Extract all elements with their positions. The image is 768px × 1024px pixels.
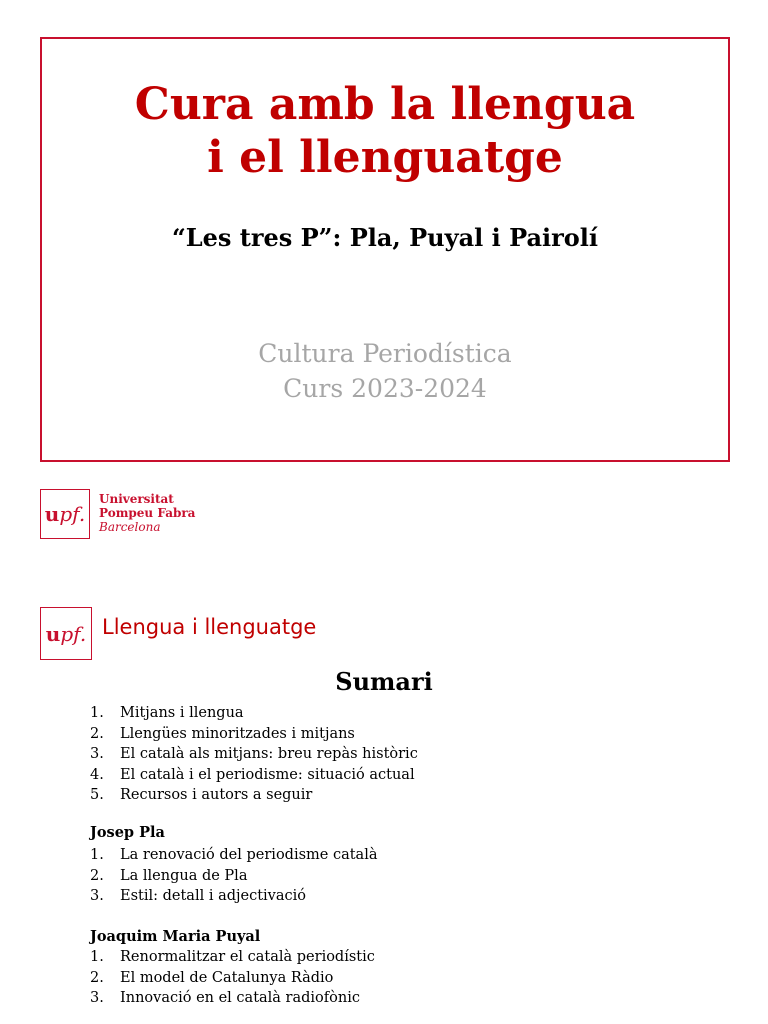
- puyal-list: [88, 947, 375, 1009]
- item-number: 2.: [90, 867, 104, 884]
- item-number: 1.: [90, 847, 104, 863]
- item-number: 3.: [90, 746, 104, 762]
- list-item: [88, 988, 375, 1009]
- item-number: 3.: [90, 888, 104, 904]
- item-number: 1.: [90, 705, 104, 721]
- university-city: Barcelona: [99, 520, 161, 534]
- item-text: Innovació en el català radiofònic: [120, 990, 360, 1006]
- item-text: La llengua de Pla: [120, 867, 248, 884]
- item-number: 2.: [90, 725, 104, 742]
- upf-logo-icon: [40, 489, 90, 539]
- title-slide: [40, 37, 730, 462]
- list-item: [88, 968, 375, 989]
- item-text: El català i el periodisme: situació actual: [120, 766, 415, 783]
- item-text: Mitjans i llengua: [120, 705, 244, 721]
- university-name: [99, 492, 195, 534]
- pla-list: [88, 845, 378, 907]
- summary-list: [88, 703, 418, 806]
- logo-mark-pf-2: pf.: [60, 621, 87, 646]
- pla-heading: Josep Pla: [90, 824, 165, 841]
- title-line-2: i el llenguatge: [207, 131, 563, 183]
- item-text: El model de Catalunya Ràdio: [120, 969, 334, 986]
- item-text: Llengües minoritzades i mitjans: [120, 725, 355, 742]
- logo-mark-u-2: u: [45, 621, 61, 646]
- item-number: 3.: [90, 990, 104, 1006]
- item-text: Renormalitzar el català periodístic: [120, 949, 375, 965]
- course-info: [42, 336, 728, 406]
- course-name: Cultura Periodística: [258, 339, 512, 368]
- item-text: La renovació del periodisme català: [120, 847, 378, 863]
- list-item: [88, 785, 418, 806]
- list-item: [88, 724, 418, 745]
- list-item: [88, 947, 375, 968]
- title-line-1: Cura amb la llengua: [134, 79, 636, 130]
- item-text: Estil: detall i adjectivació: [120, 888, 307, 904]
- logo-mark-pf: pf.: [59, 502, 86, 526]
- list-item: [88, 703, 418, 724]
- list-item: [88, 765, 418, 786]
- university-line-1: Universitat: [99, 492, 174, 506]
- list-item: [88, 866, 378, 887]
- list-item: [88, 886, 378, 907]
- list-item: [88, 744, 418, 765]
- slide-subtitle: “Les tres P”: Pla, Puyal i Pairolí: [171, 223, 599, 252]
- upf-logo-small-icon: [40, 607, 92, 660]
- list-item: [88, 845, 378, 866]
- item-text: Recursos i autors a seguir: [120, 787, 313, 803]
- item-number: 4.: [90, 766, 104, 783]
- section-header: Llengua i llenguatge: [102, 615, 317, 639]
- summary-heading: Sumari: [335, 667, 433, 696]
- slide-title: [42, 79, 728, 185]
- item-text: El català als mitjans: breu repàs històric: [120, 746, 418, 762]
- item-number: 5.: [90, 787, 104, 803]
- university-line-2: Pompeu Fabra: [99, 506, 196, 520]
- logo-mark-u: u: [44, 502, 60, 526]
- course-year: Curs 2023-2024: [283, 374, 487, 403]
- puyal-heading: Joaquim Maria Puyal: [90, 928, 261, 945]
- item-number: 2.: [90, 969, 104, 986]
- item-number: 1.: [90, 949, 104, 965]
